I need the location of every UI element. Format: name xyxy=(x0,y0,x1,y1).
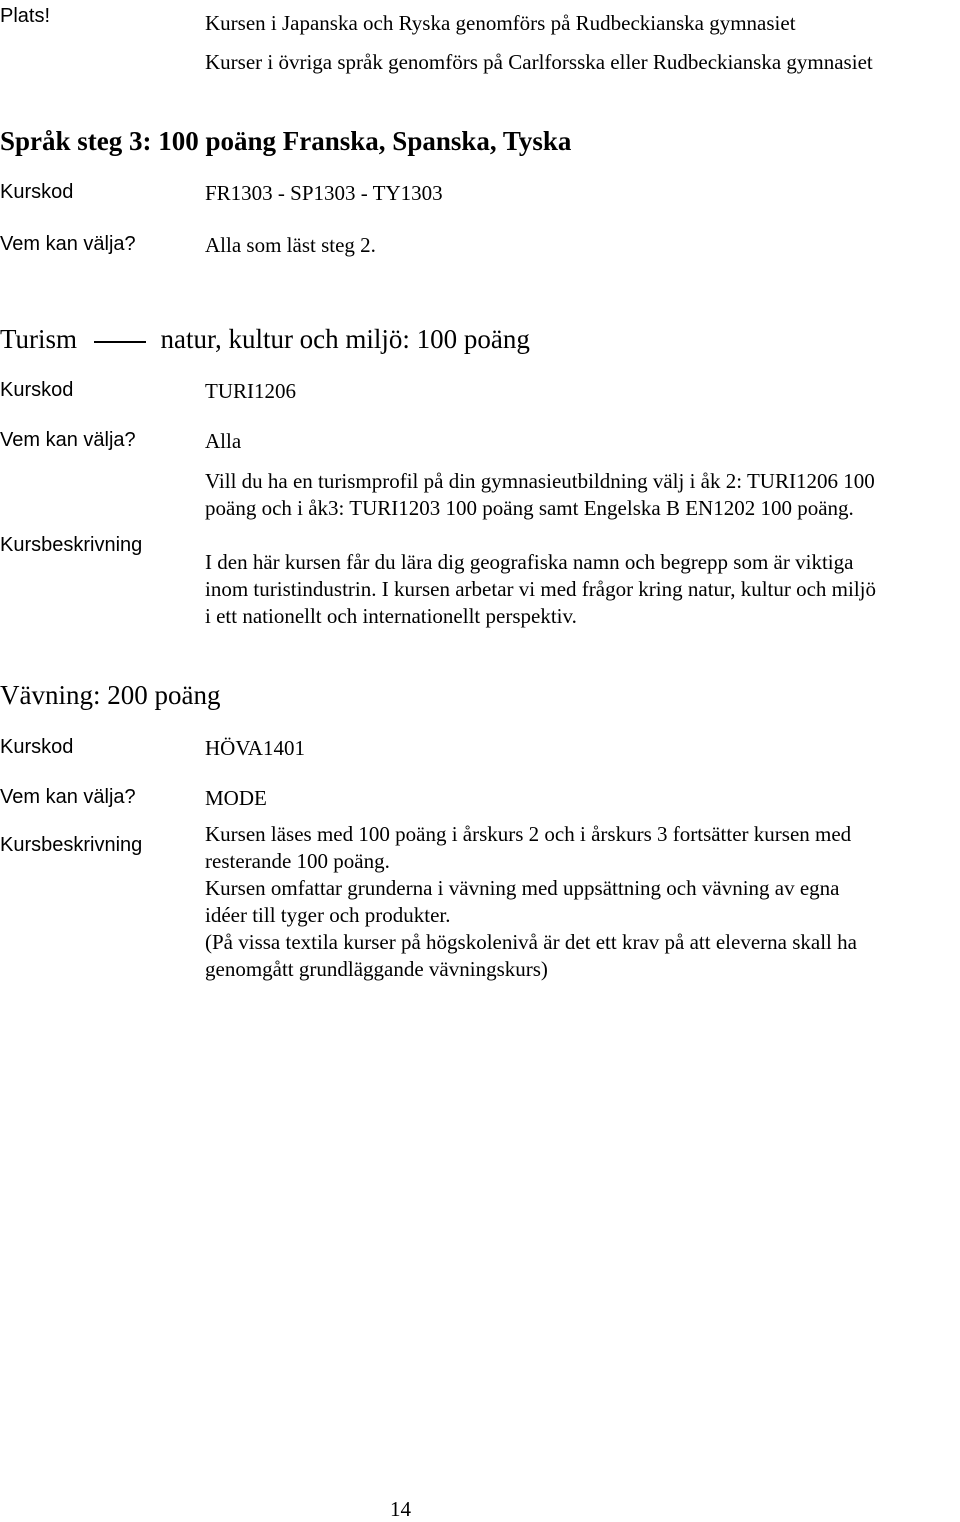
course-code-value: HÖVA1401 xyxy=(205,736,305,760)
description-line: (På vissa textila kurser på högskolenivå är det ett krav på att eleverna skall ha xyxy=(205,930,857,954)
description-line: I den här kursen får du lära dig geografiska namn och begrepp som är viktiga xyxy=(205,550,854,574)
title-dash xyxy=(94,341,146,343)
description-line: resterande 100 poäng. xyxy=(205,849,390,873)
eligibility-label: Vem kan välja? xyxy=(0,786,136,808)
course-description-intro xyxy=(205,468,957,522)
place-line-2: Kurser i övriga språk genomförs på Carlforsska eller Rudbeckianska gymnasiet xyxy=(205,50,873,74)
course-description-body xyxy=(205,821,957,983)
section-title-tourism-part-2: natur, kultur och miljö: 100 poäng xyxy=(160,324,530,354)
section-title-language: Språk steg 3: 100 poäng Franska, Spanska, Tyska xyxy=(0,126,572,156)
section-title-weaving: Vävning: 200 poäng xyxy=(0,680,221,710)
eligibility-value: MODE xyxy=(205,786,267,810)
section-title-tourism xyxy=(0,323,530,355)
eligibility-value: Alla xyxy=(205,429,242,453)
description-line: Kursen läses med 100 poäng i årskurs 2 och i årskurs 3 fortsätter kursen med xyxy=(205,822,852,846)
section-title-tourism-part-1: Turism xyxy=(0,324,78,354)
page-number: 14 xyxy=(390,1497,411,1521)
course-code-value: FR1303 - SP1303 - TY1303 xyxy=(205,181,443,205)
course-code-label: Kurskod xyxy=(0,736,74,758)
course-description-label: Kursbeskrivning xyxy=(0,534,143,556)
description-line: poäng och i åk3: TURI1203 100 poäng samt Engelska B EN1202 100 poäng. xyxy=(205,496,854,520)
course-code-label: Kurskod xyxy=(0,379,74,401)
description-line: i ett nationellt och internationellt perspektiv. xyxy=(205,604,577,628)
place-line-1: Kursen i Japanska och Ryska genomförs på Rudbeckianska gymnasiet xyxy=(205,11,796,35)
eligibility-label: Vem kan välja? xyxy=(0,429,136,451)
course-code-label: Kurskod xyxy=(0,181,74,203)
description-line: idéer till tyger och produkter. xyxy=(205,903,451,927)
course-code-value: TURI1206 xyxy=(205,379,296,403)
eligibility-value: Alla som läst steg 2. xyxy=(205,233,376,257)
eligibility-label: Vem kan välja? xyxy=(0,233,136,255)
description-line: Kursen omfattar grunderna i vävning med uppsättning och vävning av egna xyxy=(205,876,840,900)
description-line: Vill du ha en turismprofil på din gymnasieutbildning välj i åk 2: TURI1206 100 xyxy=(205,469,875,493)
description-line: genomgått grundläggande vävningskurs) xyxy=(205,957,548,981)
course-description-body xyxy=(205,549,957,630)
course-description-label: Kursbeskrivning xyxy=(0,834,143,856)
place-label: Plats! xyxy=(0,5,51,27)
description-line: inom turistindustrin. I kursen arbetar vi med frågor kring natur, kultur och miljö xyxy=(205,577,877,601)
